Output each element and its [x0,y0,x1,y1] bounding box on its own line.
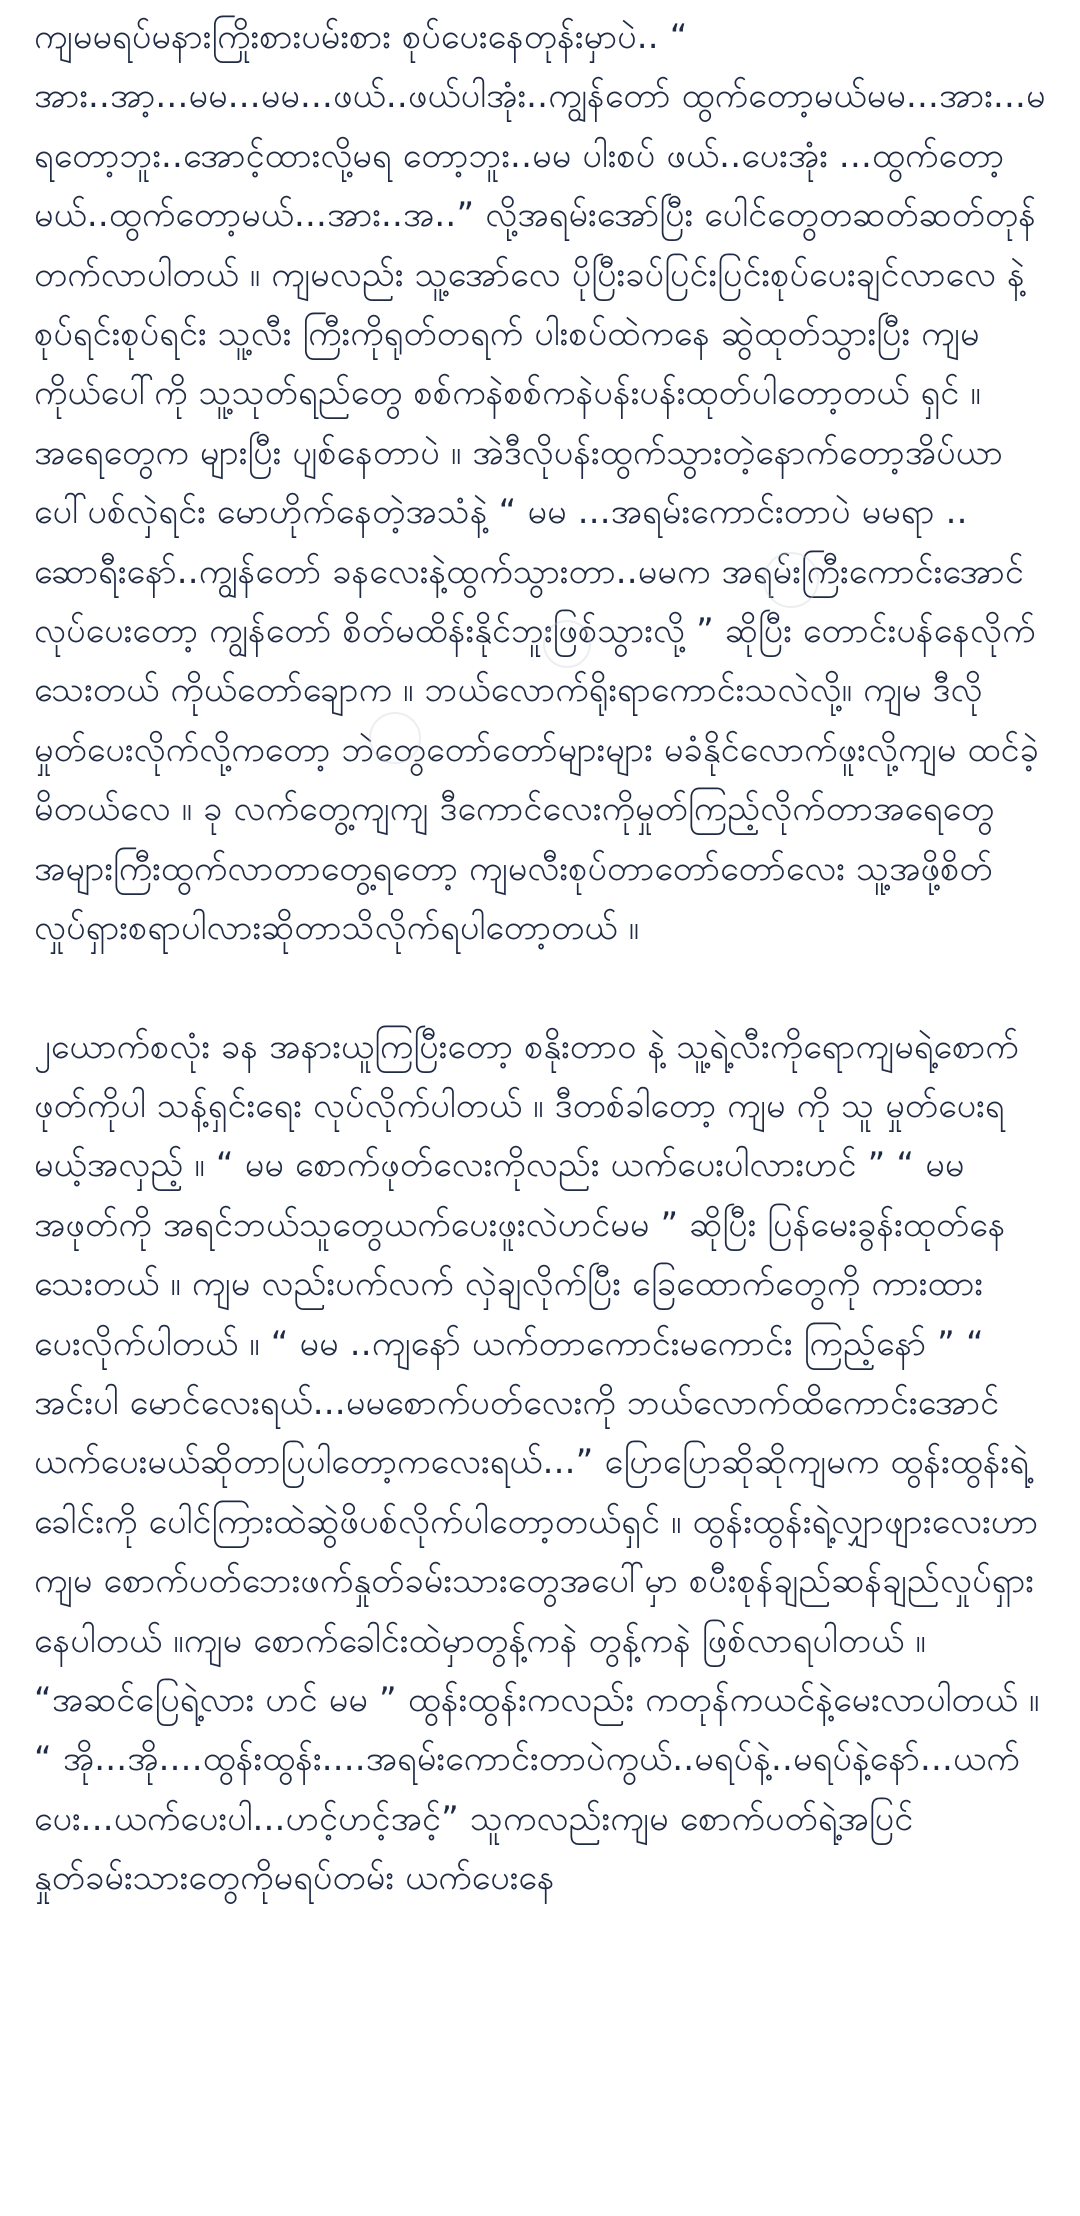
story-paragraph-2: ၂ယောက်စလုံး ခန အနားယူကြပြီးတော့ စနိုးတာ၀ နဲ့ သူ့ရဲ့လီးကိုရောကျမရဲ့စောက်ဖုတ်ကိုပါ သန့်ရှင်းရေး လုပ်လိုက်ပါတယ် ။ ဒီတစ်ခါတော့ ကျမ ကို သူ မှုတ်ပေးရမယ့်အလှည့် ။ “ မမ စောက်ဖုတ်လေးကိုလည်း ယက်ပေးပါလားဟင် ” “ မမ အဖုတ်ကို အရင်ဘယ်သူတွေယက်ပေးဖူးလဲဟင်မမ ” ဆိုပြီး ပြန်မေးခွန်းထုတ်နေသေးတယ် ။ ကျမ လည်းပက်လက် လှဲချလိုက်ပြီး ခြေထောက်တွေကို ကားထားပေးလိုက်ပါတယ် ။ “ မမ ..ကျနော် ယက်တာကောင်းမကောင်း ကြည့်နော် ” “ အင်းပါ မောင်လေးရယ်...မမစောက်ပတ်လေးကို ဘယ်လောက်ထိကောင်းအောင် ယက်ပေးမယ်ဆိုတာပြပါတော့ကလေးရယ်...” ပြောပြောဆိုဆိုကျမက ထွန်းထွန်းရဲ့ခေါင်းကို ပေါင်ကြားထဲဆွဲဖိပစ်လိုက်ပါတော့တယ်ရှင် ။ ထွန်းထွန်းရဲ့လျှာဖျားလေးဟာ ကျမ စောက်ပတ်ဘေးဖက်နှုတ်ခမ်းသားတွေအပေါ်မှာ စပီးစုန်ချည်ဆန်ချည်လှုပ်ရှားနေပါတယ် ။ကျမ စောက်ခေါင်းထဲမှာတွန့်ကနဲ တွန့်ကနဲ ဖြစ်လာရပါတယ် ။ “အဆင်ပြေရဲ့လား ဟင် မမ ” ထွန်းထွန်းကလည်း ကတုန်ကယင်နဲ့မေးလာပါတယ် ။ “ အို...အို....ထွန်းထွန်း....အရမ်းကောင်းတာပဲကွယ်..မရပ်နဲ့..မရပ်နဲ့နော်...ယက်ပေး...ယက်ပေးပါ...ဟင့်ဟင့်အင့်” သူကလည်းကျမ စောက်ပတ်ရဲ့အပြင်နှုတ်ခမ်းသားတွေကိုမရပ်တမ်း ယက်ပေးနေ [34,1026,1051,1899]
story-paragraph-1: ကျမမရပ်မနားကြိုးစားပမ်းစား စုပ်ပေးနေတုန်းမှာပဲ.. “ အား..အာ့...မမ...မမ...ဖယ်..ဖယ်ပါအုံး..ကျွန်တော် ထွက်တော့မယ်မမ...အား...မရတော့ဘူး..အောင့်ထားလို့မရ တော့ဘူး..မမ ပါးစပ် ဖယ်..ပေးအုံး ...ထွက်တော့မယ်..ထွက်တော့မယ်...အား..အ..” လို့အရမ်းအော်ပြီး ပေါင်တွေတဆတ်ဆတ်တုန်တက်လာပါတယ် ။ ကျမလည်း သူ့အော်လေ ပိုပြီးခပ်ပြင်းပြင်းစုပ်ပေးချင်လာလေ နဲ့စုပ်ရင်းစုပ်ရင်း သူ့လီး ကြီးကိုရုတ်တရက် ပါးစပ်ထဲကနေ ဆွဲထုတ်သွားပြီး ကျမ ကိုယ်ပေါ်ကို သူ့သုတ်ရည်တွေ စစ်ကနဲစစ်ကနဲပန်းပန်းထုတ်ပါတော့တယ် ရှင် ။ အရေတွေက များပြီး ပျစ်နေတာပဲ ။ အဲဒီလိုပန်းထွက်သွားတဲ့နောက်တော့အိပ်ယာပေါ်ပစ်လှဲရင်း မောဟိုက်နေတဲ့အသံနဲ့ “ မမ ...အရမ်းကောင်းတာပဲ မမရာ .. ဆောရီးနော်..ကျွန်တော် ခနလေးနဲ့ထွက်သွားတာ..မမက အရမ်းကြီးကောင်းအောင်လုပ်ပေးတော့ ကျွန်တော် စိတ်မထိန်းနိုင်ဘူးဖြစ်သွားလို့ ” ဆိုပြီး တောင်းပန်နေလိုက်သေးတယ် ကိုယ်တော်ချောက ။ ဘယ်လောက်ရိုးရာကောင်းသလဲလို့။ ကျမ ဒီလို မှုတ်ပေးလိုက်လို့ကတော့ ဘဲတွေတော်တော်များများ မခံနိုင်လောက်ဖူးလို့ကျမ ထင်ခဲ့မိတယ်လေ ။ ခု လက်တွေ့ကျကျ ဒီကောင်လေးကိုမှုတ်ကြည့်လိုက်တာအရေတွေအများကြီးထွက်လာတာတွေ့ရတော့ ကျမလီးစုပ်တာတော်တော်လေး သူ့အဖို့စိတ် လှုပ်ရှားစရာပါလားဆိုတာသိလိုက်ရပါတော့တယ် ။ [34,17,1046,949]
reader-content[interactable] [34,0,1051,2216]
